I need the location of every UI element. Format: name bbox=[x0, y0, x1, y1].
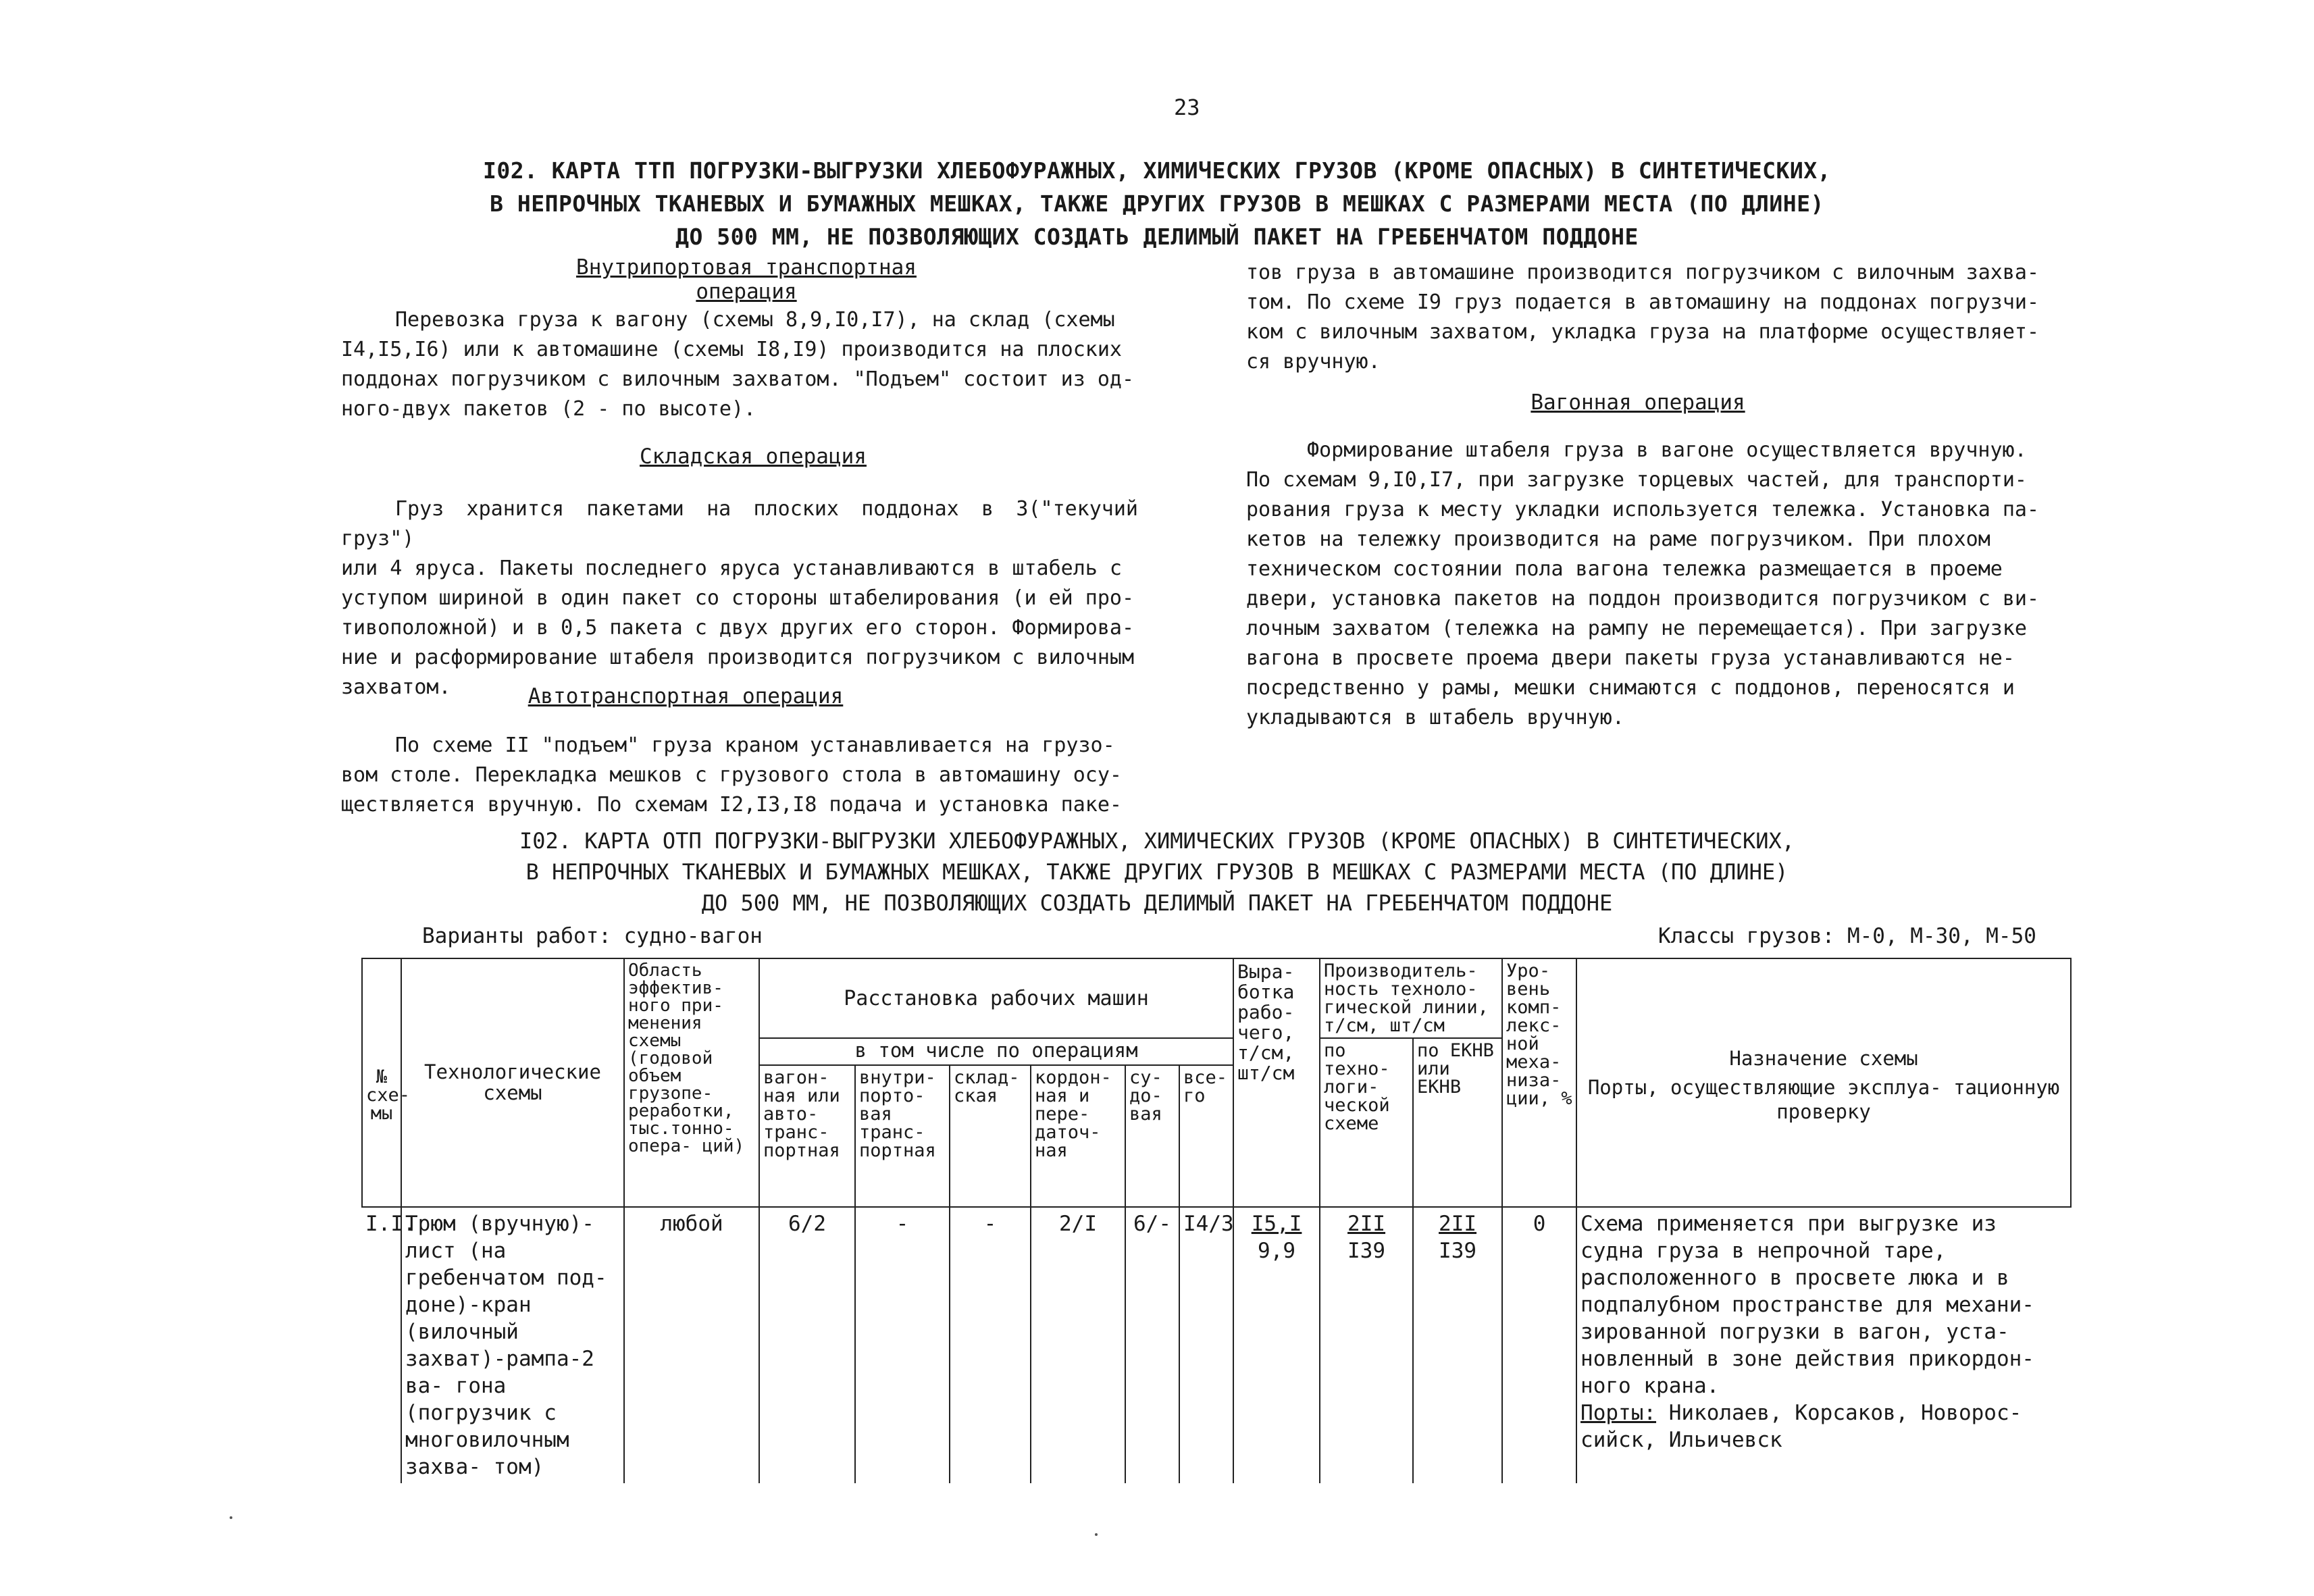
title-line: В НЕПРОЧНЫХ ТКАНЕВЫХ И БУМАЖНЫХ МЕШКАХ, ТАКЖЕ ДРУГИХ ГРУЗОВ В МЕШКАХ С РАЗМЕРАМИ МЕСТА (ПО ДЛИНЕ) bbox=[490, 190, 1824, 217]
page-number: 23 bbox=[1174, 95, 1200, 120]
text-line: По схемам 9,I0,I7, при загрузке торцевых частей, для транспорти- bbox=[1246, 468, 2027, 492]
intraport-text bbox=[341, 305, 1138, 424]
wagon-heading: Вагонная операция bbox=[1531, 390, 1745, 415]
row-op-wagon: 6/2 bbox=[759, 1207, 855, 1483]
warehouse-text bbox=[341, 494, 1138, 702]
document-title bbox=[0, 154, 2314, 253]
wagon-text bbox=[1246, 436, 2050, 733]
row-area: любой bbox=[624, 1207, 759, 1483]
text-line: том. По схеме I9 груз подается в автомашину на поддонах погрузчи- bbox=[1246, 290, 2039, 314]
purpose-text: Схема применяется при выгрузке из судна груза в непрочной таре, расположенного в просвете люка и в подпалубном пространстве для механи- зированной погрузки в вагон, уста- новленный в зоне действия прикордон- ного крана. bbox=[1580, 1212, 2034, 1398]
ports-list: Николаев, Корсаков, Новорос- сийск, Ильичевск bbox=[1580, 1401, 2022, 1452]
text-line: кетов на тележку производится на раме погрузчиком. При плохом bbox=[1246, 527, 1990, 551]
ports-line bbox=[1580, 1399, 2067, 1453]
text-line: Груз хранится пакетами на плоских поддонах в 3("текучий груз") bbox=[341, 497, 1138, 550]
text-line: уступом шириной в один пакет со стороны штабелирования (и ей про- bbox=[341, 586, 1134, 610]
prod-ekn-top: 2II bbox=[1439, 1212, 1477, 1236]
row-prod-scheme bbox=[1320, 1207, 1413, 1483]
auto-text bbox=[341, 731, 1138, 820]
text-line: Формирование штабеля груза в вагоне осуществляется вручную. bbox=[1307, 438, 2027, 462]
text-line: тов груза в автомашине производится погрузчиком с вилочным захва- bbox=[1246, 261, 2039, 284]
text-line: ком с вилочным захватом, укладка груза на платформе осуществляет- bbox=[1246, 320, 2039, 344]
text-line: техническом состоянии пола вагона тележка размещается в проеме bbox=[1246, 557, 2003, 581]
scheme-table bbox=[361, 958, 2072, 1483]
op-header-warehouse: склад- ская bbox=[950, 1065, 1031, 1207]
ports-label: Порты: bbox=[1580, 1401, 1657, 1425]
text-line: вом столе. Перекладка мешков с грузового стола в автомашину осу- bbox=[341, 763, 1122, 787]
col-output-header: Выра- ботка рабо- чего, т/см, шт/см bbox=[1233, 958, 1320, 1207]
row-op-ship: 6/- bbox=[1125, 1207, 1179, 1483]
text-line: двери, установка пакетов на поддон производится погрузчиком с ви- bbox=[1246, 587, 2039, 611]
row-op-cordon: 2/I bbox=[1031, 1207, 1125, 1483]
op-header-intraport: внутри- порто- вая транс- портная bbox=[855, 1065, 950, 1207]
auto-text-continued bbox=[1246, 258, 2050, 377]
title-line: I02. КАРТА ОТП ПОГРУЗКИ-ВЫГРУЗКИ ХЛЕБОФУРАЖНЫХ, ХИМИЧЕСКИХ ГРУЗОВ (КРОМЕ ОПАСНЫХ) В СИНТЕТИЧЕСКИХ, bbox=[519, 828, 1795, 854]
op-header-total: все- го bbox=[1179, 1065, 1233, 1207]
text-line: рования груза к месту укладки используется тележка. Установка па- bbox=[1246, 498, 2039, 521]
col-area-header: Область эффектив- ного при- менения схемы (годовой объем грузопе- реработки, тыс.тонно-опера- ций) bbox=[624, 958, 759, 1207]
text-line: ние и расформирование штабеля производится погрузчиком с вилочным bbox=[341, 646, 1134, 669]
ops-subheader: в том числе по операциям bbox=[759, 1038, 1233, 1065]
op-header-ship: су- до- вая bbox=[1125, 1065, 1179, 1207]
title-line: В НЕПРОЧНЫХ ТКАНЕВЫХ И БУМАЖНЫХ МЕШКАХ, ТАКЖЕ ДРУГИХ ГРУЗОВ В МЕШКАХ С РАЗМЕРАМИ МЕСТА (ПО ДЛИНЕ) bbox=[525, 859, 1789, 885]
prod-ekn-header: по ЕКНВ или ЕКНВ bbox=[1413, 1038, 1502, 1207]
col-mech-header: Уро- вень комп- лекс- ной меха- низа- ции, % bbox=[1502, 958, 1576, 1207]
text-line: посредственно у рамы, мешки снимаются с поддонов, переносятся и bbox=[1246, 676, 2015, 700]
row-op-total: I4/3 bbox=[1179, 1207, 1233, 1483]
text-line: поддонах погрузчиком с вилочным захватом. "Подъем" состоит из од- bbox=[341, 367, 1134, 391]
text-line: ся вручную. bbox=[1246, 350, 1381, 374]
text-line: захватом. bbox=[341, 675, 451, 699]
auto-heading: Автотранспортная операция bbox=[528, 684, 844, 709]
purpose-subtitle: Порты, осуществляющие эксплуа- тационную проверку bbox=[1587, 1076, 2060, 1123]
col-tech-header: Технологические схемы bbox=[401, 958, 624, 1207]
prod-ekn-bottom: I39 bbox=[1439, 1239, 1477, 1263]
title-line: ДО 500 ММ, НЕ ПОЗВОЛЯЮЩИХ СОЗДАТЬ ДЕЛИМЫЙ ПАКЕТ НА ГРЕБЕНЧАТОМ ПОДДОНЕ bbox=[675, 224, 1639, 250]
row-op-intraport: - bbox=[855, 1207, 950, 1483]
prod-scheme-header: по техно- логи- ческой схеме bbox=[1320, 1038, 1413, 1207]
col-purpose-header bbox=[1576, 958, 2071, 1207]
output-bottom: 9,9 bbox=[1258, 1239, 1296, 1263]
row-prod-ekn bbox=[1413, 1207, 1502, 1483]
output-top: I5,I bbox=[1251, 1212, 1302, 1236]
scan-speck bbox=[230, 1516, 232, 1519]
text-line: ществляется вручную. По схемам I2,I3,I8 подача и установка паке- bbox=[341, 793, 1122, 817]
warehouse-heading: Складская операция bbox=[640, 444, 867, 469]
title-line: I02. КАРТА ТТП ПОГРУЗКИ-ВЫГРУЗКИ ХЛЕБОФУРАЖНЫХ, ХИМИЧЕСКИХ ГРУЗОВ (КРОМЕ ОПАСНЫХ) В СИНТЕТИЧЕСКИХ, bbox=[482, 157, 1832, 184]
text-line: ного-двух пакетов (2 - по высоте). bbox=[341, 397, 756, 421]
text-line: укладываются в штабель вручную. bbox=[1246, 706, 1624, 729]
row-op-warehouse: - bbox=[950, 1207, 1031, 1483]
prod-scheme-bottom: I39 bbox=[1347, 1239, 1386, 1263]
purpose-title: Назначение схемы bbox=[1729, 1047, 1918, 1070]
text-line: Перевозка груза к вагону (схемы 8,9,I0,I7), на склад (схемы bbox=[395, 308, 1115, 332]
text-line: I4,I5,I6) или к автомашине (схемы I8,I9) производится на плоских bbox=[341, 338, 1122, 361]
cargo-classes: Классы грузов: М-0, М-30, М-50 bbox=[1658, 924, 2036, 948]
row-purpose bbox=[1576, 1207, 2071, 1483]
table-title bbox=[0, 825, 2314, 919]
text-line: По схеме II "подъем" груза краном устанавливается на грузо- bbox=[395, 733, 1115, 757]
row-output bbox=[1233, 1207, 1320, 1483]
col-productivity-header: Производитель- ность техноло- гической линии, т/см, шт/см bbox=[1320, 958, 1502, 1038]
prod-scheme-top: 2II bbox=[1347, 1212, 1386, 1236]
op-header-cordon: кордон- ная и пере- даточ- ная bbox=[1031, 1065, 1125, 1207]
col-num-header: № схе- мы bbox=[362, 958, 401, 1207]
text-line: тивоположной) и в 0,5 пакета с двух других его сторон. Формирова- bbox=[341, 616, 1134, 640]
title-line: ДО 500 ММ, НЕ ПОЗВОЛЯЮЩИХ СОЗДАТЬ ДЕЛИМЫЙ ПАКЕТ НА ГРЕБЕНЧАТОМ ПОДДОНЕ bbox=[701, 890, 1613, 916]
variants-label: Варианты работ: судно-вагон bbox=[422, 924, 763, 948]
row-tech: Трюм (вручную)-лист (на гребенчатом под- доне)-кран (вилочный захват)-рампа-2 ва- гона (погрузчик с многовилочным захва- том) bbox=[401, 1207, 624, 1483]
row-num: I.I. bbox=[362, 1207, 401, 1483]
col-staff-header: Расстановка рабочих машин bbox=[759, 958, 1233, 1038]
text-line: или 4 яруса. Пакеты последнего яруса устанавливаются в штабель с bbox=[341, 557, 1122, 580]
row-mech: 0 bbox=[1502, 1207, 1576, 1483]
op-header-wagon: вагон- ная или авто- транс- портная bbox=[759, 1065, 855, 1207]
text-line: лочным захватом (тележка на рампу не перемещается). При загрузке bbox=[1246, 617, 2027, 640]
text-line: вагона в просвете проема двери пакеты груза устанавливаются не- bbox=[1246, 646, 2015, 670]
intraport-heading: Внутрипортовая транспортная операция bbox=[576, 255, 917, 304]
scan-speck bbox=[1095, 1533, 1098, 1536]
